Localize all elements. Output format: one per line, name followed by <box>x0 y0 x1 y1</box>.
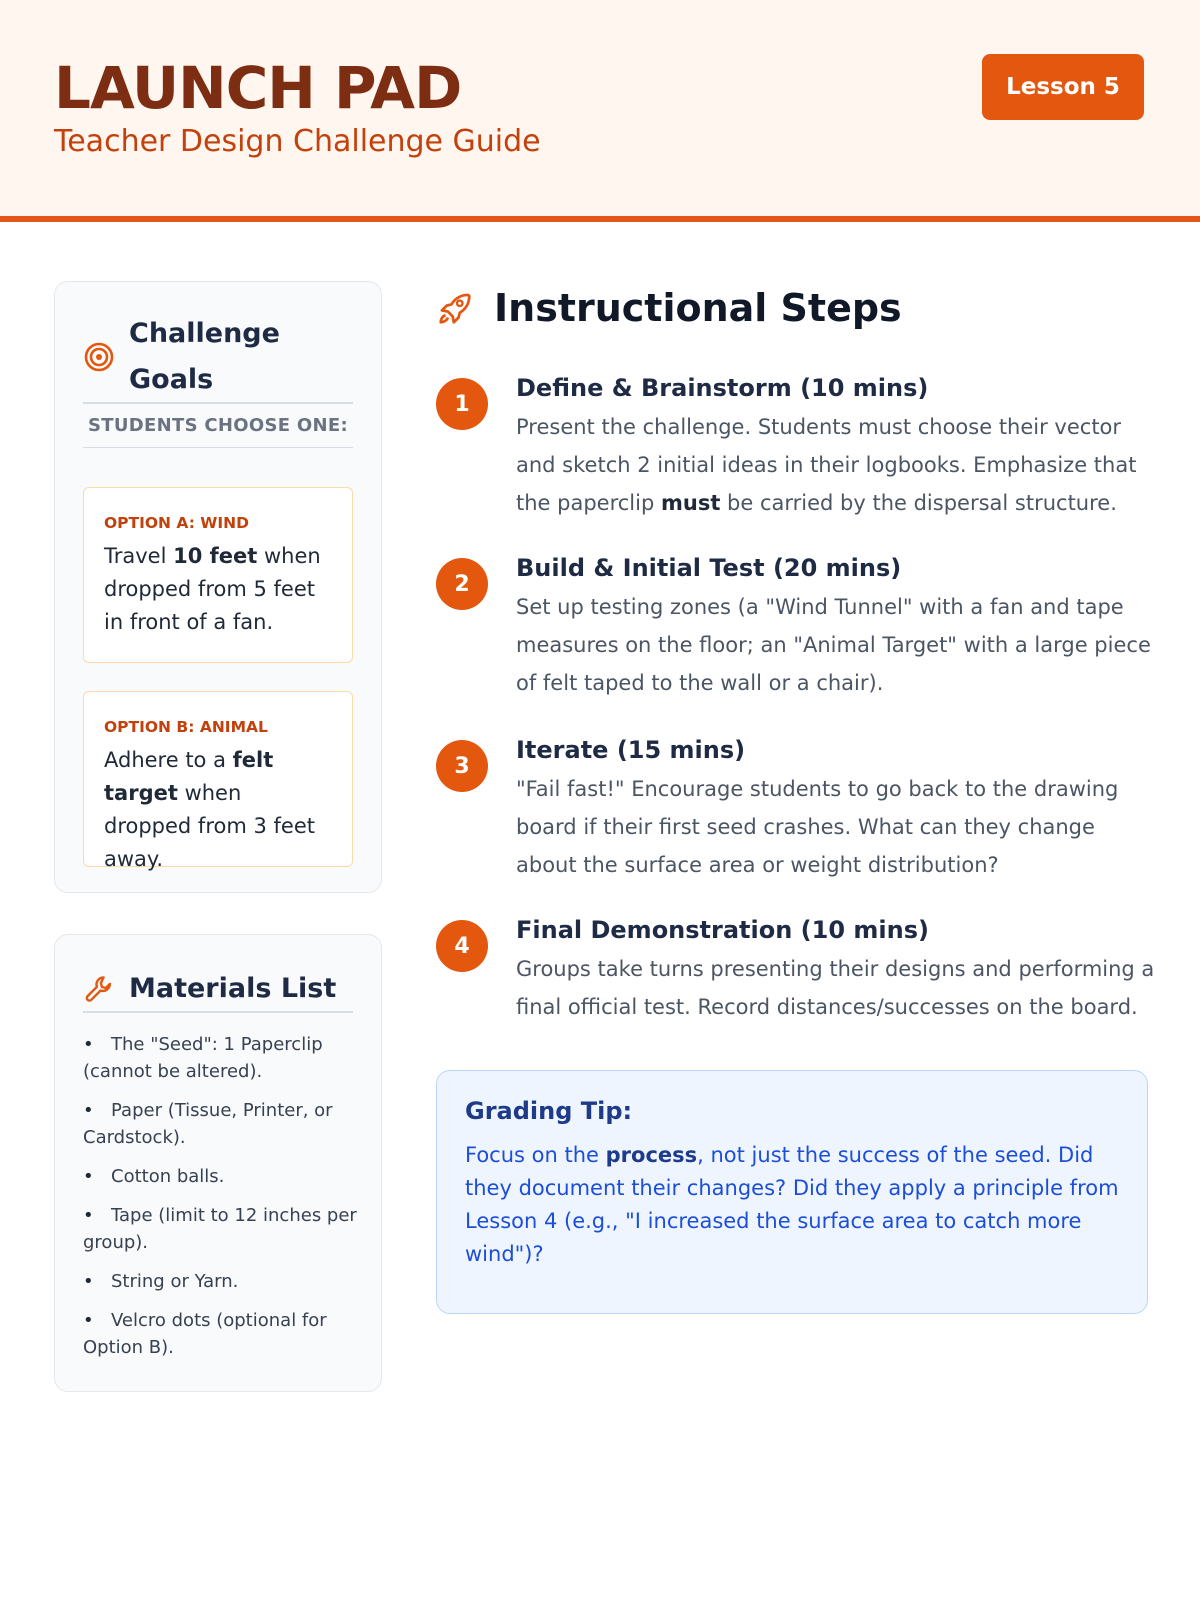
step-body: Groups take turns presenting their designs and performing a final official test. Record distances/successes on the board. <box>516 957 1155 1019</box>
page-subtitle: Teacher Design Challenge Guide <box>54 124 541 159</box>
step-title: Define & Brainstorm (10 mins) <box>516 374 929 402</box>
grading-tip-title: Grading Tip: <box>465 1097 633 1125</box>
challenge-goals-header <box>83 312 353 404</box>
step-body: Set up testing zones (a "Wind Tunnel" with a fan and tape measures on the floor; an "Animal Target" with a large piece of felt taped to the wall or a chair). <box>516 595 1151 695</box>
choose-one-label: STUDENTS CHOOSE ONE: <box>83 404 353 448</box>
steps-header <box>436 280 902 336</box>
page-header <box>0 0 1200 222</box>
materials-card <box>54 934 382 1392</box>
materials-title: Materials List <box>129 973 337 1004</box>
step-title: Build & Initial Test (20 mins) <box>516 554 902 582</box>
step-body: "Fail fast!" Encourage students to go back to the drawing board if their first seed crashes. What can they change about the surface area or weight distribution? <box>516 777 1119 877</box>
rocket-icon <box>436 289 474 327</box>
step-title: Final Demonstration (10 mins) <box>516 916 929 944</box>
step-number: 1 <box>436 378 488 430</box>
step-body: Present the challenge. Students must choose their vector and sketch 2 initial ideas in their logbooks. Emphasize that the paperclip must be carried by the dispersal structure. <box>516 415 1137 515</box>
list-item: • Paper (Tissue, Printer, or Cardstock). <box>83 1097 361 1151</box>
challenge-goals-card <box>54 281 382 893</box>
option-b-card <box>83 691 353 871</box>
list-item: • Velcro dots (optional for Option B). <box>83 1307 361 1361</box>
step-number: 2 <box>436 558 488 610</box>
wrench-icon <box>83 973 115 1005</box>
page-title: LAUNCH PAD <box>54 54 462 122</box>
step-title: Iterate (15 mins) <box>516 736 746 764</box>
list-item: • String or Yarn. <box>83 1268 361 1295</box>
option-a-label: OPTION A: WIND <box>104 514 250 532</box>
target-icon <box>83 341 115 373</box>
option-b-label: OPTION B: ANIMAL <box>104 718 268 736</box>
list-item: • The "Seed": 1 Paperclip (cannot be altered). <box>83 1031 361 1085</box>
step-number: 4 <box>436 920 488 972</box>
challenge-goals-title: Challenge Goals <box>129 318 280 395</box>
step-number: 3 <box>436 740 488 792</box>
list-item: • Tape (limit to 12 inches per group). <box>83 1202 361 1256</box>
grading-tip-box <box>436 1070 1148 1314</box>
grading-tip-text: Focus on the process, not just the success of the seed. Did they document their changes? Did they apply a principle from Lesson 4 (e.g., "I increased the surface area to catch more wind")? <box>465 1143 1119 1266</box>
lesson-badge: Lesson 5 <box>982 54 1144 120</box>
materials-header <box>83 967 353 1013</box>
option-b-text: Adhere to a felt target when dropped from 3 feet away. <box>104 748 315 871</box>
option-a-card <box>83 487 353 663</box>
list-item: • Cotton balls. <box>83 1163 361 1190</box>
option-a-text: Travel 10 feet when dropped from 5 feet in front of a fan. <box>104 544 321 634</box>
materials-list <box>83 1031 361 1373</box>
steps-title: Instructional Steps <box>494 286 902 330</box>
